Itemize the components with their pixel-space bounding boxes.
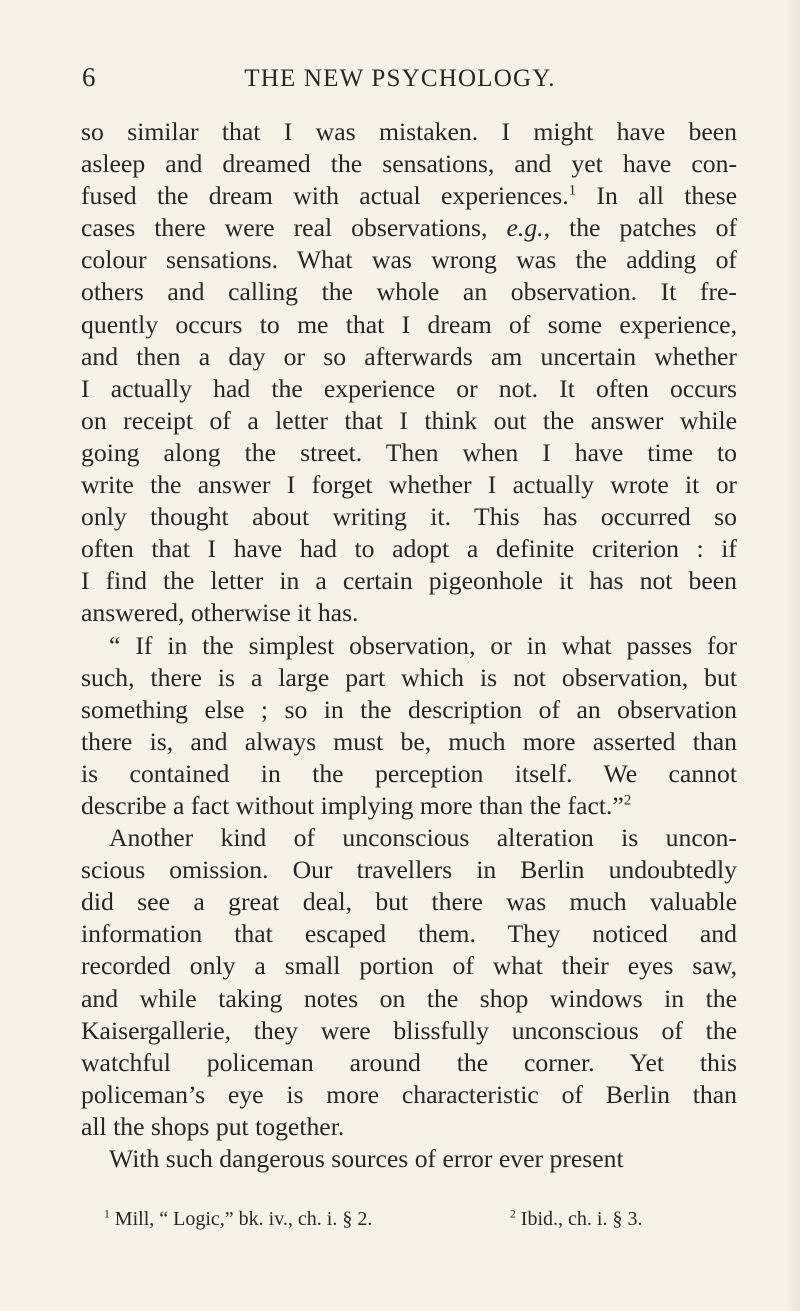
line-text: recorded only a small portion of what their eyes saw, bbox=[81, 951, 737, 981]
text-line bbox=[81, 309, 737, 341]
text-line bbox=[81, 918, 737, 950]
line-text: is contained in the perception itself. We cannot bbox=[81, 758, 737, 788]
text-line bbox=[81, 244, 737, 276]
text-line bbox=[81, 180, 737, 212]
line-text: policeman’s eye is more characteristic of Berlin than bbox=[81, 1079, 737, 1109]
text-line bbox=[81, 116, 737, 148]
text-line bbox=[81, 822, 737, 854]
footnote-text: Mill, “ Logic,” bk. iv., ch. i. § 2. bbox=[109, 1208, 373, 1230]
line-text: asleep and dreamed the sensations, and yet have con- bbox=[81, 149, 737, 179]
page-header bbox=[0, 64, 800, 104]
line-text: write the answer I forget whether I actually wrote it or bbox=[81, 470, 737, 500]
footnote-reference: 2 bbox=[623, 792, 632, 809]
line-text: and then a day or so afterwards am uncertain whether bbox=[81, 341, 737, 371]
footnote-marker: 2 bbox=[510, 1207, 516, 1221]
text-line bbox=[81, 790, 737, 822]
line-text: With such dangerous sources of error ever present bbox=[109, 1144, 624, 1173]
footnote-1 bbox=[104, 1209, 372, 1229]
line-text: only thought about writing it. This has occurred so bbox=[81, 502, 737, 532]
running-head: THE NEW PSYCHOLOGY. bbox=[244, 65, 556, 92]
line-text: Another kind of unconscious alteration is uncon- bbox=[109, 823, 737, 853]
text-line bbox=[81, 630, 737, 662]
line-text: watchful policeman around the corner. Yet this bbox=[81, 1047, 737, 1077]
footnote-reference: 1 bbox=[568, 182, 577, 199]
line-text: quently occurs to me that I dream of some experience, bbox=[81, 309, 737, 339]
text-line bbox=[81, 662, 737, 694]
footnote-marker: 1 bbox=[104, 1207, 110, 1221]
text-line bbox=[81, 405, 737, 437]
italic-text: e.g. bbox=[506, 213, 544, 243]
text-line bbox=[81, 212, 737, 244]
line-text: and while taking notes on the shop windows in the bbox=[81, 983, 737, 1013]
line-text: on receipt of a letter that I think out the answer while bbox=[81, 405, 737, 435]
line-text: In all these bbox=[576, 181, 737, 211]
line-text: cases there were real observations, bbox=[81, 213, 507, 243]
line-text: so similar that I was mistaken. I might have been bbox=[81, 117, 737, 146]
footnote-text: Ibid., ch. i. § 3. bbox=[515, 1208, 643, 1230]
line-text: describe a fact without implying more than the fact.” bbox=[81, 790, 624, 820]
line-text: “ If in the simplest observation, or in what passes for bbox=[109, 630, 737, 660]
text-line bbox=[81, 469, 737, 501]
line-text: going along the street. Then when I have time to bbox=[81, 437, 737, 467]
line-text: I actually had the experience or not. It often occurs bbox=[81, 373, 737, 403]
footnote-2 bbox=[510, 1209, 642, 1229]
body-text bbox=[81, 116, 737, 1175]
text-line bbox=[81, 148, 737, 180]
text-line bbox=[81, 854, 737, 886]
line-text: answered, otherwise it has. bbox=[81, 598, 359, 628]
line-text: colour sensations. What was wrong was the adding of bbox=[81, 245, 737, 275]
text-line bbox=[81, 1079, 737, 1111]
line-text: , the patches of bbox=[543, 213, 737, 243]
line-text: such, there is a large part which is not observation, but bbox=[81, 662, 737, 692]
text-line bbox=[81, 597, 737, 629]
line-text: there is, and always must be, much more asserted than bbox=[81, 726, 737, 756]
text-line bbox=[81, 886, 737, 918]
text-line bbox=[81, 1111, 737, 1143]
text-line bbox=[81, 565, 737, 597]
text-line bbox=[81, 726, 737, 758]
text-line bbox=[81, 276, 737, 308]
text-line bbox=[81, 501, 737, 533]
line-text: did see a great deal, but there was much valuable bbox=[81, 887, 737, 917]
text-line bbox=[81, 341, 737, 373]
page-number: 6 bbox=[82, 62, 96, 92]
text-line bbox=[81, 373, 737, 405]
text-line bbox=[81, 758, 737, 790]
text-line bbox=[81, 1015, 737, 1047]
line-text: others and calling the whole an observation. It fre- bbox=[81, 277, 737, 307]
text-line bbox=[81, 533, 737, 565]
text-line bbox=[81, 950, 737, 982]
line-text: something else ; so in the description of an observation bbox=[81, 694, 737, 724]
line-text: all the shops put together. bbox=[81, 1111, 345, 1141]
line-text: scious omission. Our travellers in Berlin undoubtedly bbox=[81, 855, 737, 885]
line-text: fused the dream with actual experiences. bbox=[81, 181, 569, 211]
text-line bbox=[81, 1143, 737, 1175]
line-text: often that I have had to adopt a definite criterion : if bbox=[81, 534, 737, 564]
page-edge-shadow bbox=[788, 0, 800, 1311]
line-text: Kaisergallerie, they were blissfully unconscious of the bbox=[81, 1015, 737, 1045]
text-line bbox=[81, 437, 737, 469]
text-line bbox=[81, 694, 737, 726]
text-line bbox=[81, 983, 737, 1015]
text-line bbox=[81, 1047, 737, 1079]
line-text: information that escaped them. They noticed and bbox=[81, 919, 737, 949]
line-text: I find the letter in a certain pigeonhole it has not been bbox=[81, 566, 737, 596]
